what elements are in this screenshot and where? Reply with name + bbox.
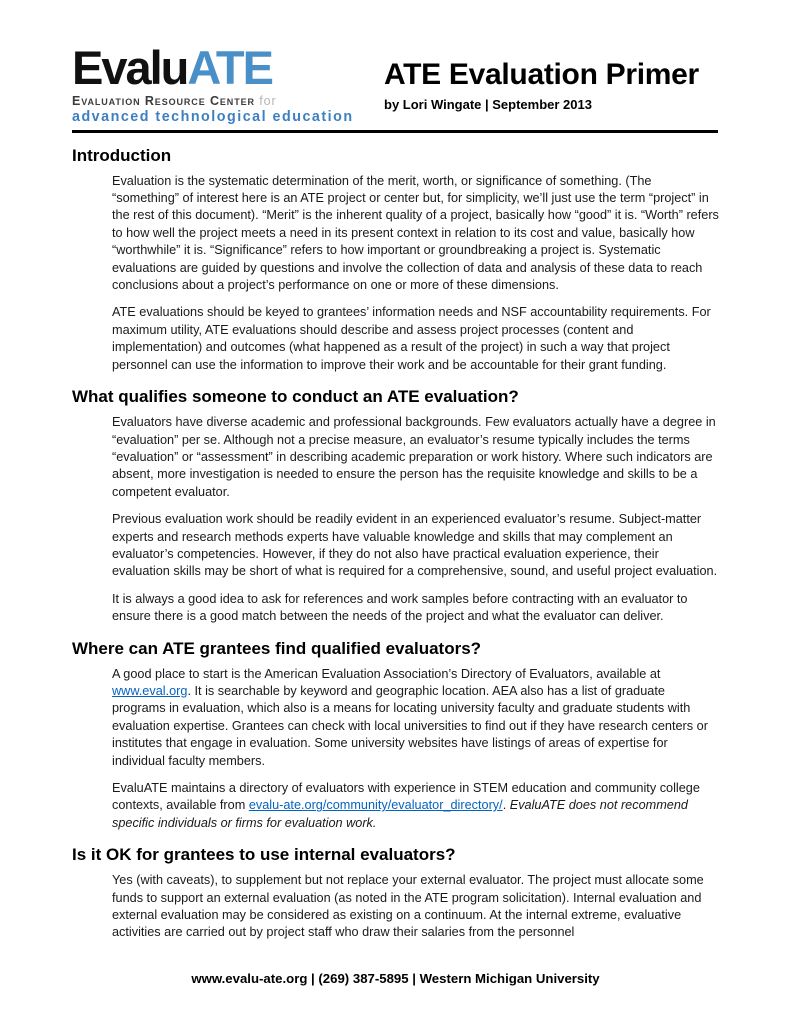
section-internal-evaluators (72, 845, 718, 942)
byline: by Lori Wingate | September 2013 (384, 97, 592, 112)
paragraph (112, 414, 720, 501)
section-heading: Is it OK for grantees to use internal evaluators? (72, 845, 456, 865)
text-run: EvaluATE does not recommend specific individuals or firms for evaluation work. (112, 798, 688, 830)
text-run: Evaluators have diverse academic and professional backgrounds. Few evaluators actually have a degree in “evaluation” per se. Although not a precise measure, an evaluator’s resume typically includes the terms “evaluation” or “assessment” in describing academic preparation or work history. Where such indicators are absent, more investigation is needed to ensure the person has the requisite knowledge and skills to be a competent evaluator. (112, 415, 716, 499)
text-run: Yes (with caveats), to supplement but not replace your external evaluator. The project must allocate some funds to support an external evaluation (as noted in the ATE program solicitation). Internal evaluation and external evaluation may be considered as existing on a continuum. At the internal extreme, evaluative activities are carried out by project staff who draw their salaries from the personnel (112, 873, 704, 940)
logo-subtitle-for: for (254, 93, 277, 108)
header-divider (72, 130, 718, 133)
logo-word-black: Evalu (72, 41, 188, 94)
text-run: It is always a good idea to ask for references and work samples before contracting with an evaluator to ensure there is a good match between the needs of the project and what the evaluator can deliver. (112, 591, 688, 624)
text-run: Evaluation is the systematic determination of the merit, worth, or significance of something. (The “something” of interest here is an ATE project or center but, for simplicity, we’ll just use the term “project” in the rest of this document). “Merit” is the inherent quality of a project, basically how “good” it is. “Worth” refers to how well the project meets a need in its present context in relation to its cost and value, basically how “worthwhile” it is. “Significance” refers to how important or groundbreaking a project is. Systematic evaluations are guided by questions and involve the collection of data and analysis of these data to reach conclusions about a project’s performance on one or more of these dimensions. (112, 173, 719, 293)
logo-tagline: advanced technological education (72, 108, 354, 125)
paragraph (112, 511, 720, 581)
paragraph (112, 591, 720, 626)
title-block (380, 46, 718, 112)
logo-subtitle-caps: Evaluation Resource Center (72, 93, 255, 108)
hyperlink[interactable]: evalu-ate.org/community/evaluator_directory/ (248, 798, 503, 813)
hyperlink[interactable]: www.eval.org (112, 683, 188, 698)
paragraph (112, 780, 720, 832)
section-heading: What qualifies someone to conduct an ATE evaluation? (72, 387, 519, 407)
evaluate-logo (72, 41, 380, 125)
footer-contact-line: www.evalu-ate.org | (269) 387-5895 | Western Michigan University (191, 971, 600, 986)
text-run: ATE evaluations should be keyed to grantees’ information needs and NSF accountability requirements. For maximum utility, ATE evaluations should describe and assess project processes (content and implementation) and outcomes (what happened as a result of the project) in such a way that project personnel can use the information to improve their work and be accountable for their grant funding. (112, 305, 711, 372)
paragraph (112, 666, 720, 770)
section-introduction (72, 146, 718, 374)
logo-wordmark (72, 41, 380, 94)
page-title: ATE Evaluation Primer (384, 58, 699, 91)
paragraph (112, 173, 720, 295)
logo-word-accent: ATE (187, 41, 272, 94)
document-header (72, 41, 718, 125)
section-find-evaluators (72, 639, 718, 833)
text-run: A good place to start is the American Evaluation Association’s Directory of Evaluators, available at (112, 666, 661, 681)
section-qualifications (72, 387, 718, 625)
text-run: . (502, 798, 510, 813)
section-heading: Where can ATE grantees find qualified evaluators? (72, 638, 482, 658)
text-run: . It is searchable by keyword and geographic location. AEA also has a list of graduate programs in evaluation, which also is a means for locating university faculty and graduate students with evaluation expertise. Grantees can check with local universities to find out if they have research centers or institutes that engage in evaluation. Some university websites have listings of areas of expertise for individual faculty members. (112, 683, 708, 768)
section-heading: Introduction (72, 145, 172, 165)
text-run: EvaluATE maintains a directory of evaluators with experience in STEM education and community college contexts, available from (112, 781, 700, 813)
paragraph (112, 304, 720, 374)
text-run: Previous evaluation work should be readily evident in an experienced evaluator’s resume. Subject-matter experts and research methods experts have valuable knowledge and skills that may complement an evaluator’s competencies. However, if they do not also have practical evaluation experience, their evaluation skills may be short of what is required for a comprehensive, sound, and useful project evaluation. (112, 512, 718, 579)
paragraph (112, 872, 720, 942)
logo-subtitle (72, 94, 380, 108)
